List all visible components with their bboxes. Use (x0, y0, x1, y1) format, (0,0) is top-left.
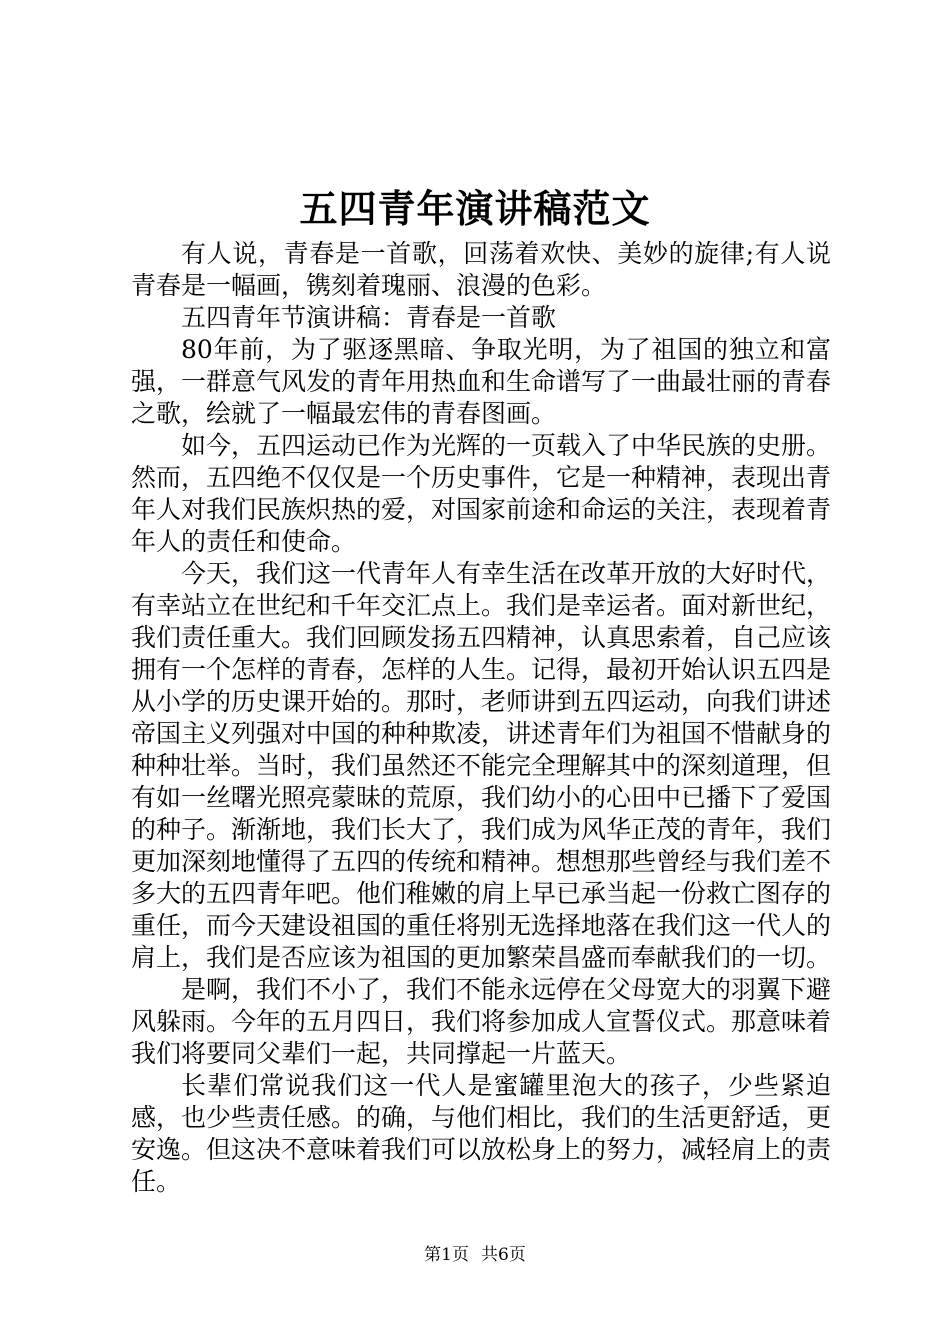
paragraph: 如今，五四运动已作为光辉的一页载入了中华民族的史册。然而，五四绝不仅仅是一个历史事件，它是一种精神，表现出青年人对我们民族炽热的爱，对国家前途和命运的关注，表现着青年人的责任和使命。 (131, 431, 832, 556)
paragraph: 80年前，为了驱逐黑暗、争取光明，为了祖国的独立和富强，一群意气风发的青年用热血和生命谱写了一曲最壮丽的青春之歌，绘就了一幅最宏伟的青春图画。 (131, 335, 832, 428)
page-number-current: 第1页 (424, 1245, 469, 1265)
document-title: 五四青年演讲稿范文 (299, 186, 651, 231)
paragraph: 今天，我们这一代青年人有幸生活在改革开放的大好时代，有幸站立在世纪和千年交汇点上。我们是幸运者。面对新世纪，我们责任重大。我们回顾发扬五四精神，认真思索着，自己应该拥有一个怎样的青春，怎样的人生。记得，最初开始认识五四是从小学的历史课开始的。那时，老师讲到五四运动，向我们讲述帝国主义列强对中国的种种欺凌，讲述青年们为祖国不惜献身的种种壮举。当时，我们虽然还不能完全理解其中的深刻道理，但有如一丝曙光照亮蒙昧的荒原，我们幼小的心田中已播下了爱国的种子。渐渐地，我们长大了，我们成为风华正茂的青年，我们更加深刻地懂得了五四的传统和精神。想想那些曾经与我们差不多大的五四青年吧。他们稚嫩的肩上早已承当起一份救亡图存的重任，而今天建设祖国的重任将别无选择地落在我们这一代人的肩上，我们是否应该为祖国的更加繁荣昌盛而奉献我们的一切。 (131, 559, 832, 972)
page-footer (0, 1244, 950, 1266)
paragraph: 有人说，青春是一首歌，回荡着欢快、美妙的旋律;有人说青春是一幅画，镌刻着瑰丽、浪漫的色彩。 (131, 239, 831, 300)
page-number-total: 共6页 (481, 1245, 526, 1265)
paragraph: 五四青年节演讲稿：青春是一首歌 (181, 303, 557, 332)
paragraph: 是啊，我们不小了，我们不能永远停在父母宽大的羽翼下避风躲雨。今年的五月四日，我们将参加成人宣誓仪式。那意味着我们将要同父辈们一起，共同撑起一片蓝天。 (131, 975, 832, 1068)
document-body (131, 238, 831, 1198)
paragraph: 长辈们常说我们这一代人是蜜罐里泡大的孩子，少些紧迫感，也少些责任感。的确，与他们相比，我们的生活更舒适，更安逸。但这决不意味着我们可以放松身上的努力，减轻肩上的责任。 (131, 1071, 832, 1196)
